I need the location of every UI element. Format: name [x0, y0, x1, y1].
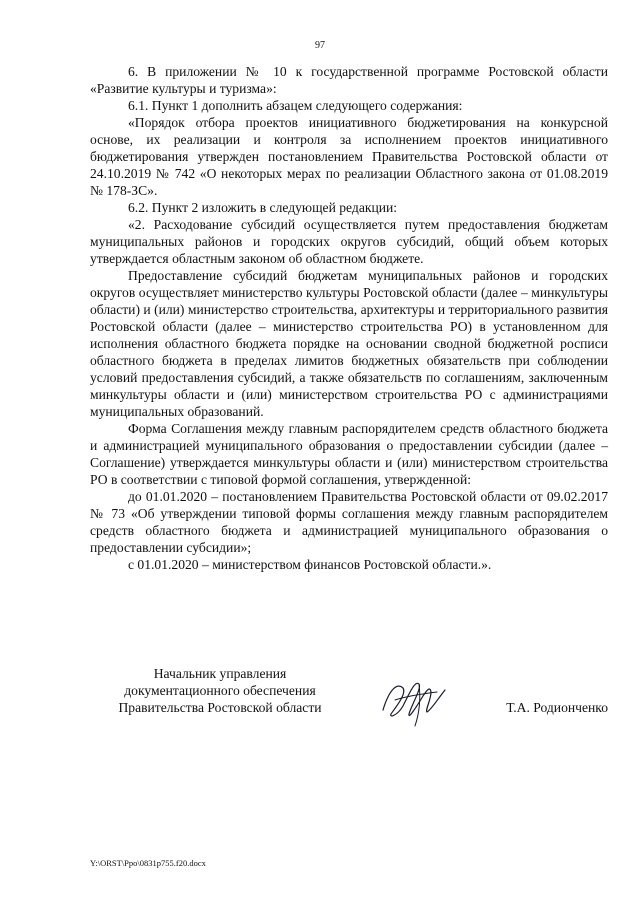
document-body — [90, 63, 608, 573]
paragraph-item-6-2: 6.2. Пункт 2 изложить в следующей редакции: — [128, 200, 398, 215]
handwritten-signature — [375, 670, 455, 730]
paragraph-agreement-form: Форма Соглашения между главным распорядителем средств областного бюджета и администрацией муниципального образования о предоставлении субсидии (далее – Соглашение) утверждается минкультуры области и (или) министерством строительства РО в соответствии с типовой формой соглашения, утвержденной: — [90, 421, 608, 487]
paragraph-from-2020: с 01.01.2020 – министерством финансов Ростовской области.». — [128, 557, 492, 572]
page-number: 97 — [315, 40, 325, 51]
signatory-title-line: документационного обеспечения — [124, 683, 316, 698]
paragraph-item-6: 6. В приложении № 10 к государственной программе Ростовской области «Развитие культуры и туризма»: — [90, 64, 608, 96]
paragraph-subsidy-spending: «2. Расходование субсидий осуществляется путем предоставления бюджетам муниципальных районов и городских округов субсидий, общий объем которых утверждается областным законом об областном бюджете. — [90, 217, 608, 266]
signatory-title — [90, 665, 350, 716]
signature-block — [90, 665, 608, 735]
paragraph-item-6-1: 6.1. Пункт 1 дополнить абзацем следующего содержания: — [128, 98, 463, 113]
paragraph-before-2020: до 01.01.2020 – постановлением Правительства Ростовской области от 09.02.2017 № 73 «Об утверждении типовой формы соглашения между главным распорядителем средств областного бюджета и администрацией муниципального образования о предоставлении субсидии»; — [90, 489, 608, 555]
paragraph-subsidy-provision: Предоставление субсидий бюджетам муниципальных районов и городских округов осуществляет министерство культуры Ростовской области (далее – минкультуры области) и (или) министерство строительства, архитектуры и территориального развития Ростовской области (далее – министерство строительства РО) в установленном для исполнения областного бюджета порядке на основании сводной бюджетной росписи областного бюджета в пределах лимитов бюджетных обязательств при соблюдении условий предоставления субсидий, а также обязательств по соглашениям, заключенным минкультуры области и (или) министерством строительства РО с администрациями муниципальных образований. — [90, 268, 608, 419]
signatory-title-line: Начальник управления — [153, 666, 287, 681]
signatory-title-line: Правительства Ростовской области — [118, 700, 322, 715]
file-path-footer: Y:\ORST\Ppo\0831p755.f20.docx — [90, 858, 206, 868]
paragraph-procedure: «Порядок отбора проектов инициативного бюджетирования на конкурсной основе, их реализации и контроля за исполнением проектов инициативного бюджетирования утвержден постановлением Правительства Ростовской области от 24.10.2019 № 742 «О некоторых мерах по реализации Областного закона от 01.08.2019 № 178-ЗС». — [90, 115, 608, 198]
signatory-name: Т.А. Родионченко — [506, 700, 608, 715]
